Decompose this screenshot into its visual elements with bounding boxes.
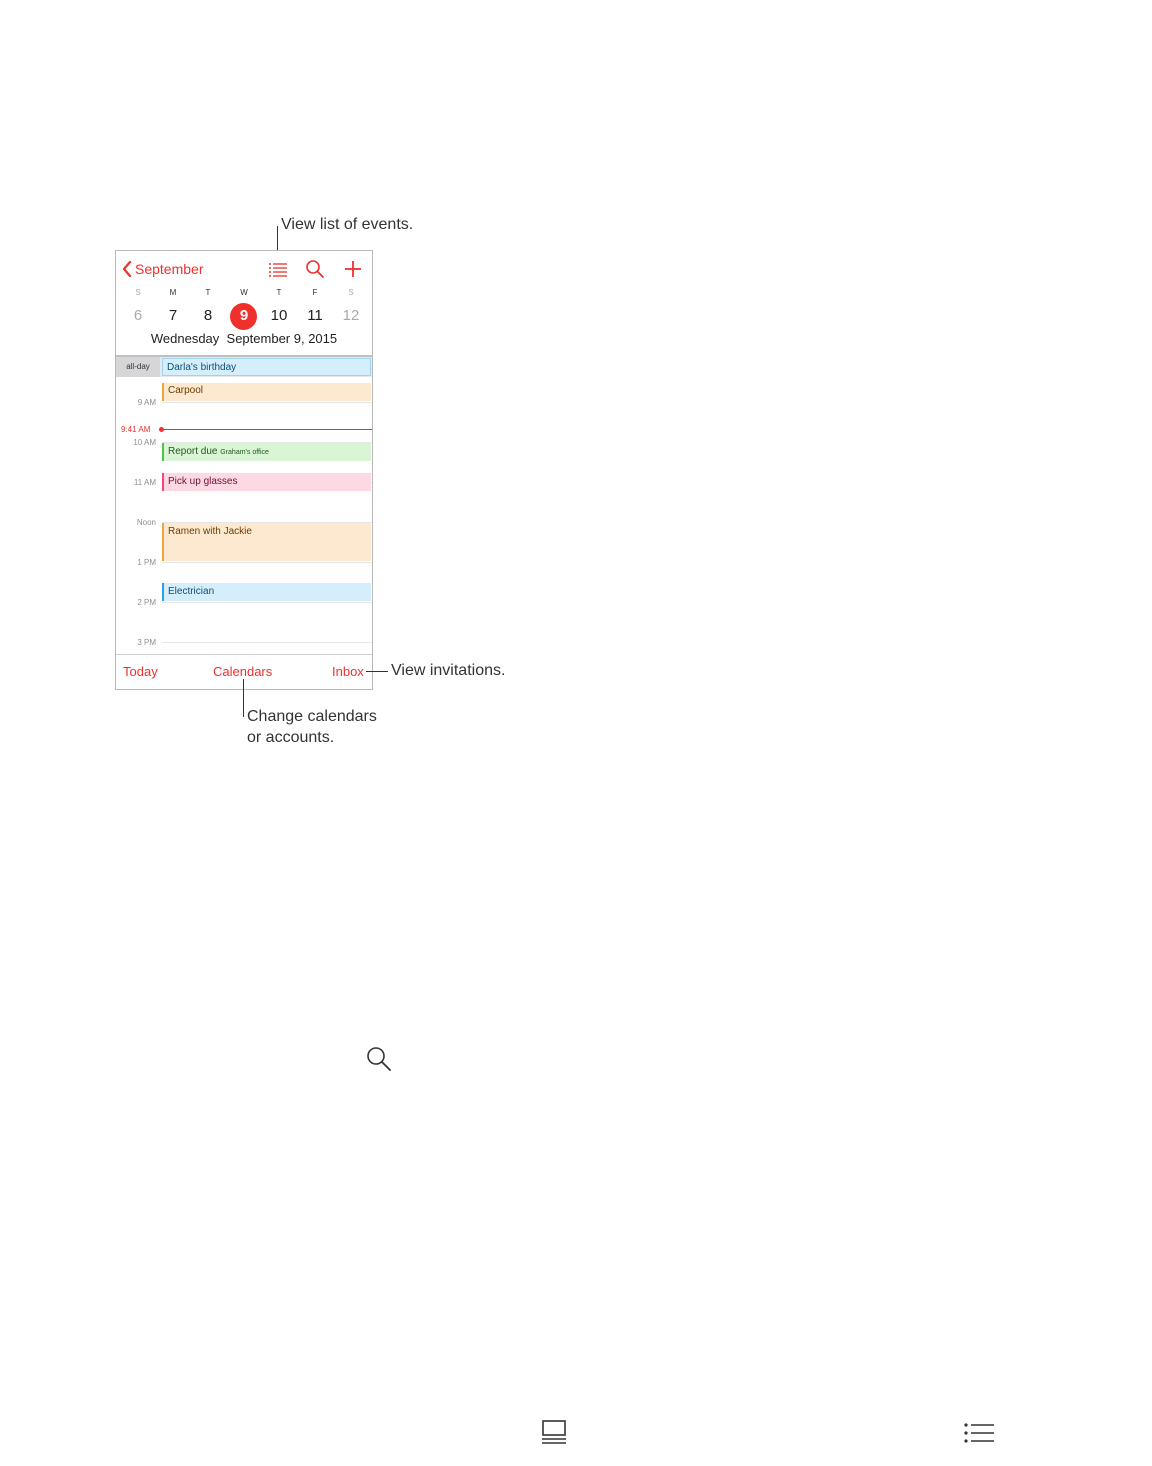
selected-date-title [116, 331, 372, 346]
weekday-sat: S [348, 288, 354, 297]
callout-change-calendars [247, 706, 377, 748]
weekday-fri: F [312, 288, 318, 297]
day-11[interactable]: 11 [307, 307, 323, 324]
hour-line [162, 642, 372, 643]
event-detail: Graham's office [220, 449, 269, 456]
allday-label: all-day [116, 357, 160, 377]
event-pick-up-glasses[interactable] [162, 473, 371, 491]
callout-view-invitations: View invitations. [391, 662, 506, 679]
weekday-tue: T [205, 288, 211, 297]
event-report-due[interactable] [162, 443, 371, 461]
day-9-selected[interactable]: 9 [239, 307, 249, 324]
event-title: Electrician [168, 586, 215, 597]
list-icon[interactable] [266, 257, 290, 281]
event-carpool[interactable] [162, 383, 371, 401]
hour-label: Noon [136, 518, 156, 527]
chevron-left-icon [122, 261, 132, 277]
calendar-day-view [115, 250, 373, 690]
current-time-label: 9:41 AM [121, 425, 151, 434]
day-10[interactable]: 10 [270, 307, 288, 324]
hour-label: 11 AM [133, 478, 156, 487]
day-12[interactable]: 12 [342, 307, 360, 324]
search-icon [365, 1045, 393, 1073]
callout-view-list-events: View list of events. [281, 216, 414, 233]
weekday-thu: T [276, 288, 282, 297]
allday-event[interactable] [162, 358, 371, 376]
event-title: Ramen with Jackie [168, 526, 252, 537]
weekday-wed: W [240, 288, 248, 297]
callout-leader-invitations [366, 671, 388, 672]
event-ramen-with-jackie[interactable] [162, 523, 371, 561]
callout-leader-calendars [243, 679, 244, 717]
hour-label: 1 PM [137, 558, 156, 567]
allday-event-title: Darla's birthday [167, 362, 237, 373]
plus-icon[interactable] [341, 257, 365, 281]
day-6[interactable]: 6 [133, 307, 143, 324]
callout-change-calendars-line1: Change calendars [247, 708, 377, 725]
selected-weekday: Wednesday [150, 331, 220, 346]
tab-bar-divider [116, 654, 372, 655]
selected-full-date: September 9, 2015 [226, 331, 338, 346]
hour-label: 2 PM [137, 598, 156, 607]
hour-label: 10 AM [133, 438, 156, 447]
search-icon[interactable] [303, 257, 327, 281]
event-electrician[interactable] [162, 583, 371, 601]
current-time-line [162, 429, 372, 430]
back-label: September [135, 261, 204, 277]
event-title: Report due [168, 446, 218, 457]
day-7[interactable]: 7 [168, 307, 178, 324]
weekday-mon: M [169, 288, 177, 297]
inbox-tray-icon [540, 1420, 568, 1446]
weekday-sun: S [135, 288, 141, 297]
back-to-month-button[interactable] [122, 259, 203, 279]
tab-calendars[interactable]: Calendars [213, 664, 273, 679]
event-title: Pick up glasses [168, 476, 238, 487]
hour-label: 9 AM [137, 398, 156, 407]
hour-line [162, 402, 372, 403]
tab-inbox[interactable]: Inbox [332, 664, 364, 679]
day-8[interactable]: 8 [203, 307, 213, 324]
hour-label: 3 PM [137, 638, 156, 647]
tab-today[interactable]: Today [123, 664, 158, 679]
event-title: Carpool [168, 385, 204, 396]
hour-line [162, 602, 372, 603]
list-icon [962, 1420, 996, 1446]
callout-change-calendars-line2: or accounts. [247, 729, 335, 746]
hour-line [162, 562, 372, 563]
